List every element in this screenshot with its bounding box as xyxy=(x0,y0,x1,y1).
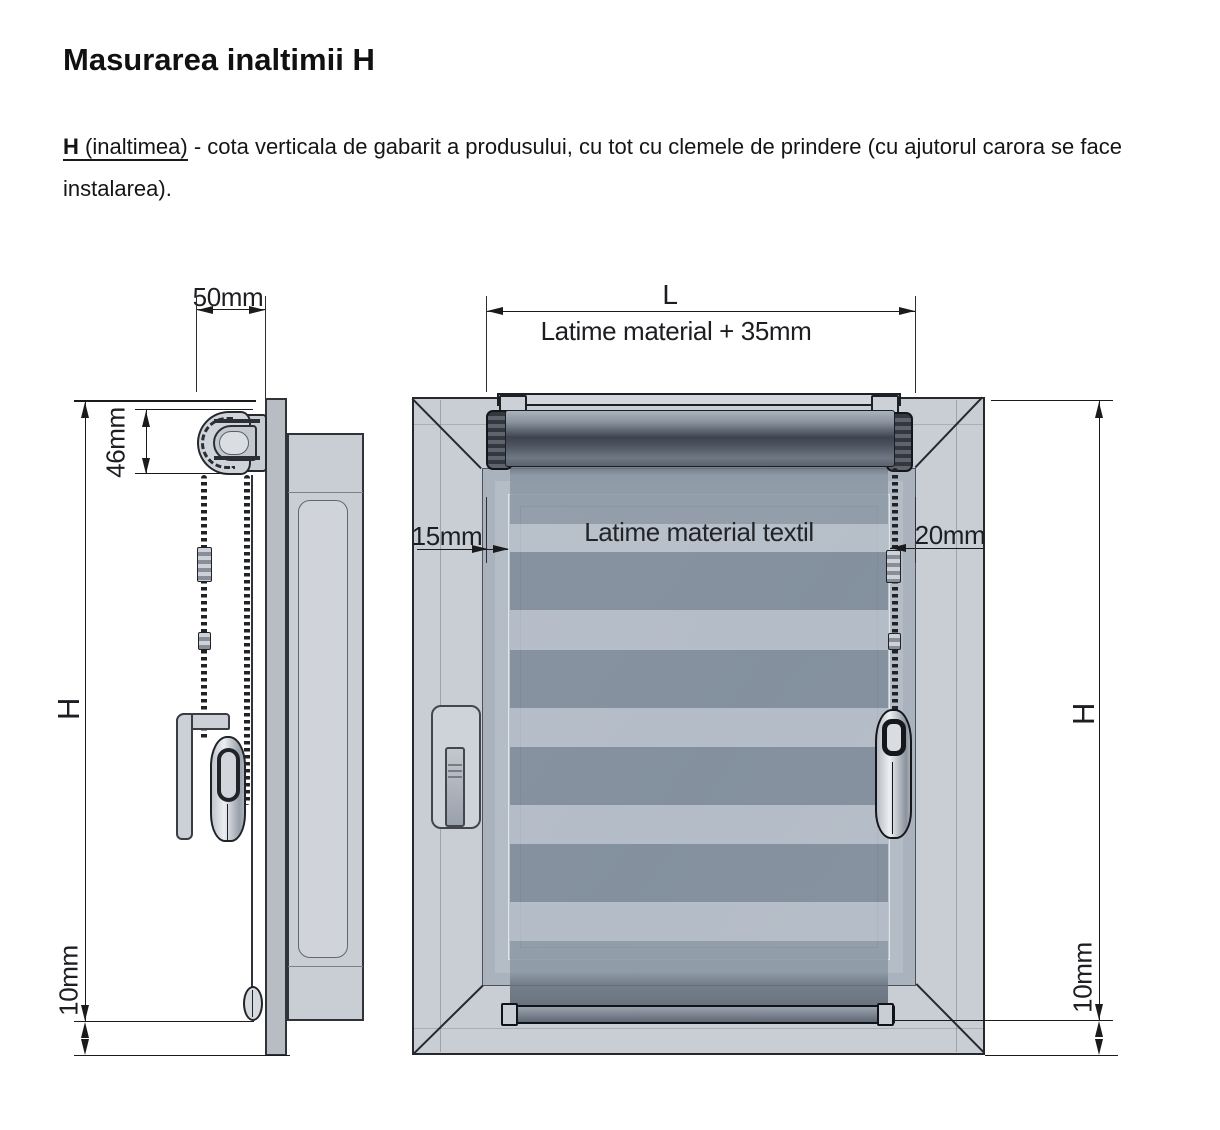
reference-line-bar xyxy=(74,1021,254,1022)
arrowhead-down xyxy=(142,458,150,474)
arrowhead-up xyxy=(142,411,150,427)
control-wand-grip-hole xyxy=(217,748,240,802)
dim-10mm-right-label: 10mm xyxy=(1067,942,1098,1013)
arrowhead-right xyxy=(249,306,265,314)
reference-line-top xyxy=(991,400,1113,401)
chain-connector xyxy=(886,550,901,583)
arrowhead-up xyxy=(81,402,89,418)
bottom-bar-endcap xyxy=(243,986,263,1021)
bottom-bar xyxy=(503,1005,895,1024)
frame-shade-line-bottom xyxy=(414,1028,983,1029)
arrowhead-right xyxy=(472,545,488,553)
dim-20mm-label: 20mm xyxy=(914,520,986,550)
description-term-rest: (inaltimea) xyxy=(78,134,188,159)
arrowhead-up xyxy=(1095,402,1103,418)
dim-h-right-label: H xyxy=(1066,703,1101,725)
dim-50mm-label: 50mm xyxy=(192,282,264,312)
extension-line xyxy=(915,296,916,393)
control-wand-grip-seam xyxy=(227,804,228,840)
cassette-flange-bottom xyxy=(214,456,260,460)
cassette-flange-top xyxy=(214,419,260,423)
fabric-width-label: Latime material textil xyxy=(584,517,814,547)
roller-tube xyxy=(505,410,895,467)
chain-connector-small xyxy=(888,633,901,650)
page-title: Masurarea inaltimii H xyxy=(63,42,375,77)
reference-line-floor xyxy=(74,1055,290,1056)
dim-15mm-label: 15mm xyxy=(411,521,483,551)
frame-inner-panel xyxy=(298,500,348,958)
reference-line-floor xyxy=(985,1055,1118,1056)
mounting-rail xyxy=(497,393,901,406)
arrowhead-left xyxy=(890,544,906,552)
dim-46mm-label: 46mm xyxy=(100,407,131,478)
dimension-line xyxy=(487,311,915,312)
control-wand-arm-vertical xyxy=(176,713,193,840)
description-body: - cota verticala de gabarit a produsului, cu tot cu clemele de prindere (cu ajutorul carora se face instalarea). xyxy=(63,134,1122,201)
extension-line xyxy=(265,296,266,398)
frame-seam-line xyxy=(288,966,363,967)
chain-front-strand xyxy=(201,475,207,741)
bottom-bar-cap-left xyxy=(501,1003,518,1026)
wall-profile xyxy=(265,398,287,1056)
window-handle-lever xyxy=(445,747,465,827)
control-chain xyxy=(892,468,898,744)
bottom-bar-endcap-seam xyxy=(252,990,253,1017)
dim-l-label: L xyxy=(662,279,678,310)
chain-tassel-seam xyxy=(892,762,893,834)
arrowhead-down xyxy=(1095,1039,1103,1055)
chain-tassel-ring xyxy=(882,719,906,756)
chain-connector-side-small xyxy=(198,632,211,650)
dim-h-label: H xyxy=(51,698,86,720)
frame-head-line xyxy=(288,492,363,493)
description xyxy=(63,126,1213,210)
frame-shade-line-right xyxy=(956,400,957,1052)
dim-10mm-label: 10mm xyxy=(53,945,84,1016)
dim-l-formula-label: Latime material + 35mm xyxy=(540,316,812,346)
bottom-bar-cap-right xyxy=(877,1003,894,1026)
arrowhead-down xyxy=(81,1039,89,1055)
extension-line xyxy=(915,497,916,563)
chain-connector-side xyxy=(197,547,212,582)
arrowhead-left xyxy=(487,307,503,315)
arrowhead-left xyxy=(197,306,213,314)
window-handle-ridges xyxy=(448,760,462,778)
arrowhead-up xyxy=(1095,1021,1103,1037)
arrowhead-right xyxy=(899,307,915,315)
description-term-h: H xyxy=(63,134,79,159)
fabric-edge-line xyxy=(251,475,253,988)
description-term xyxy=(63,134,188,161)
extension-line xyxy=(486,497,487,563)
tick-line xyxy=(135,409,253,410)
cassette-slot-inner xyxy=(219,431,249,455)
